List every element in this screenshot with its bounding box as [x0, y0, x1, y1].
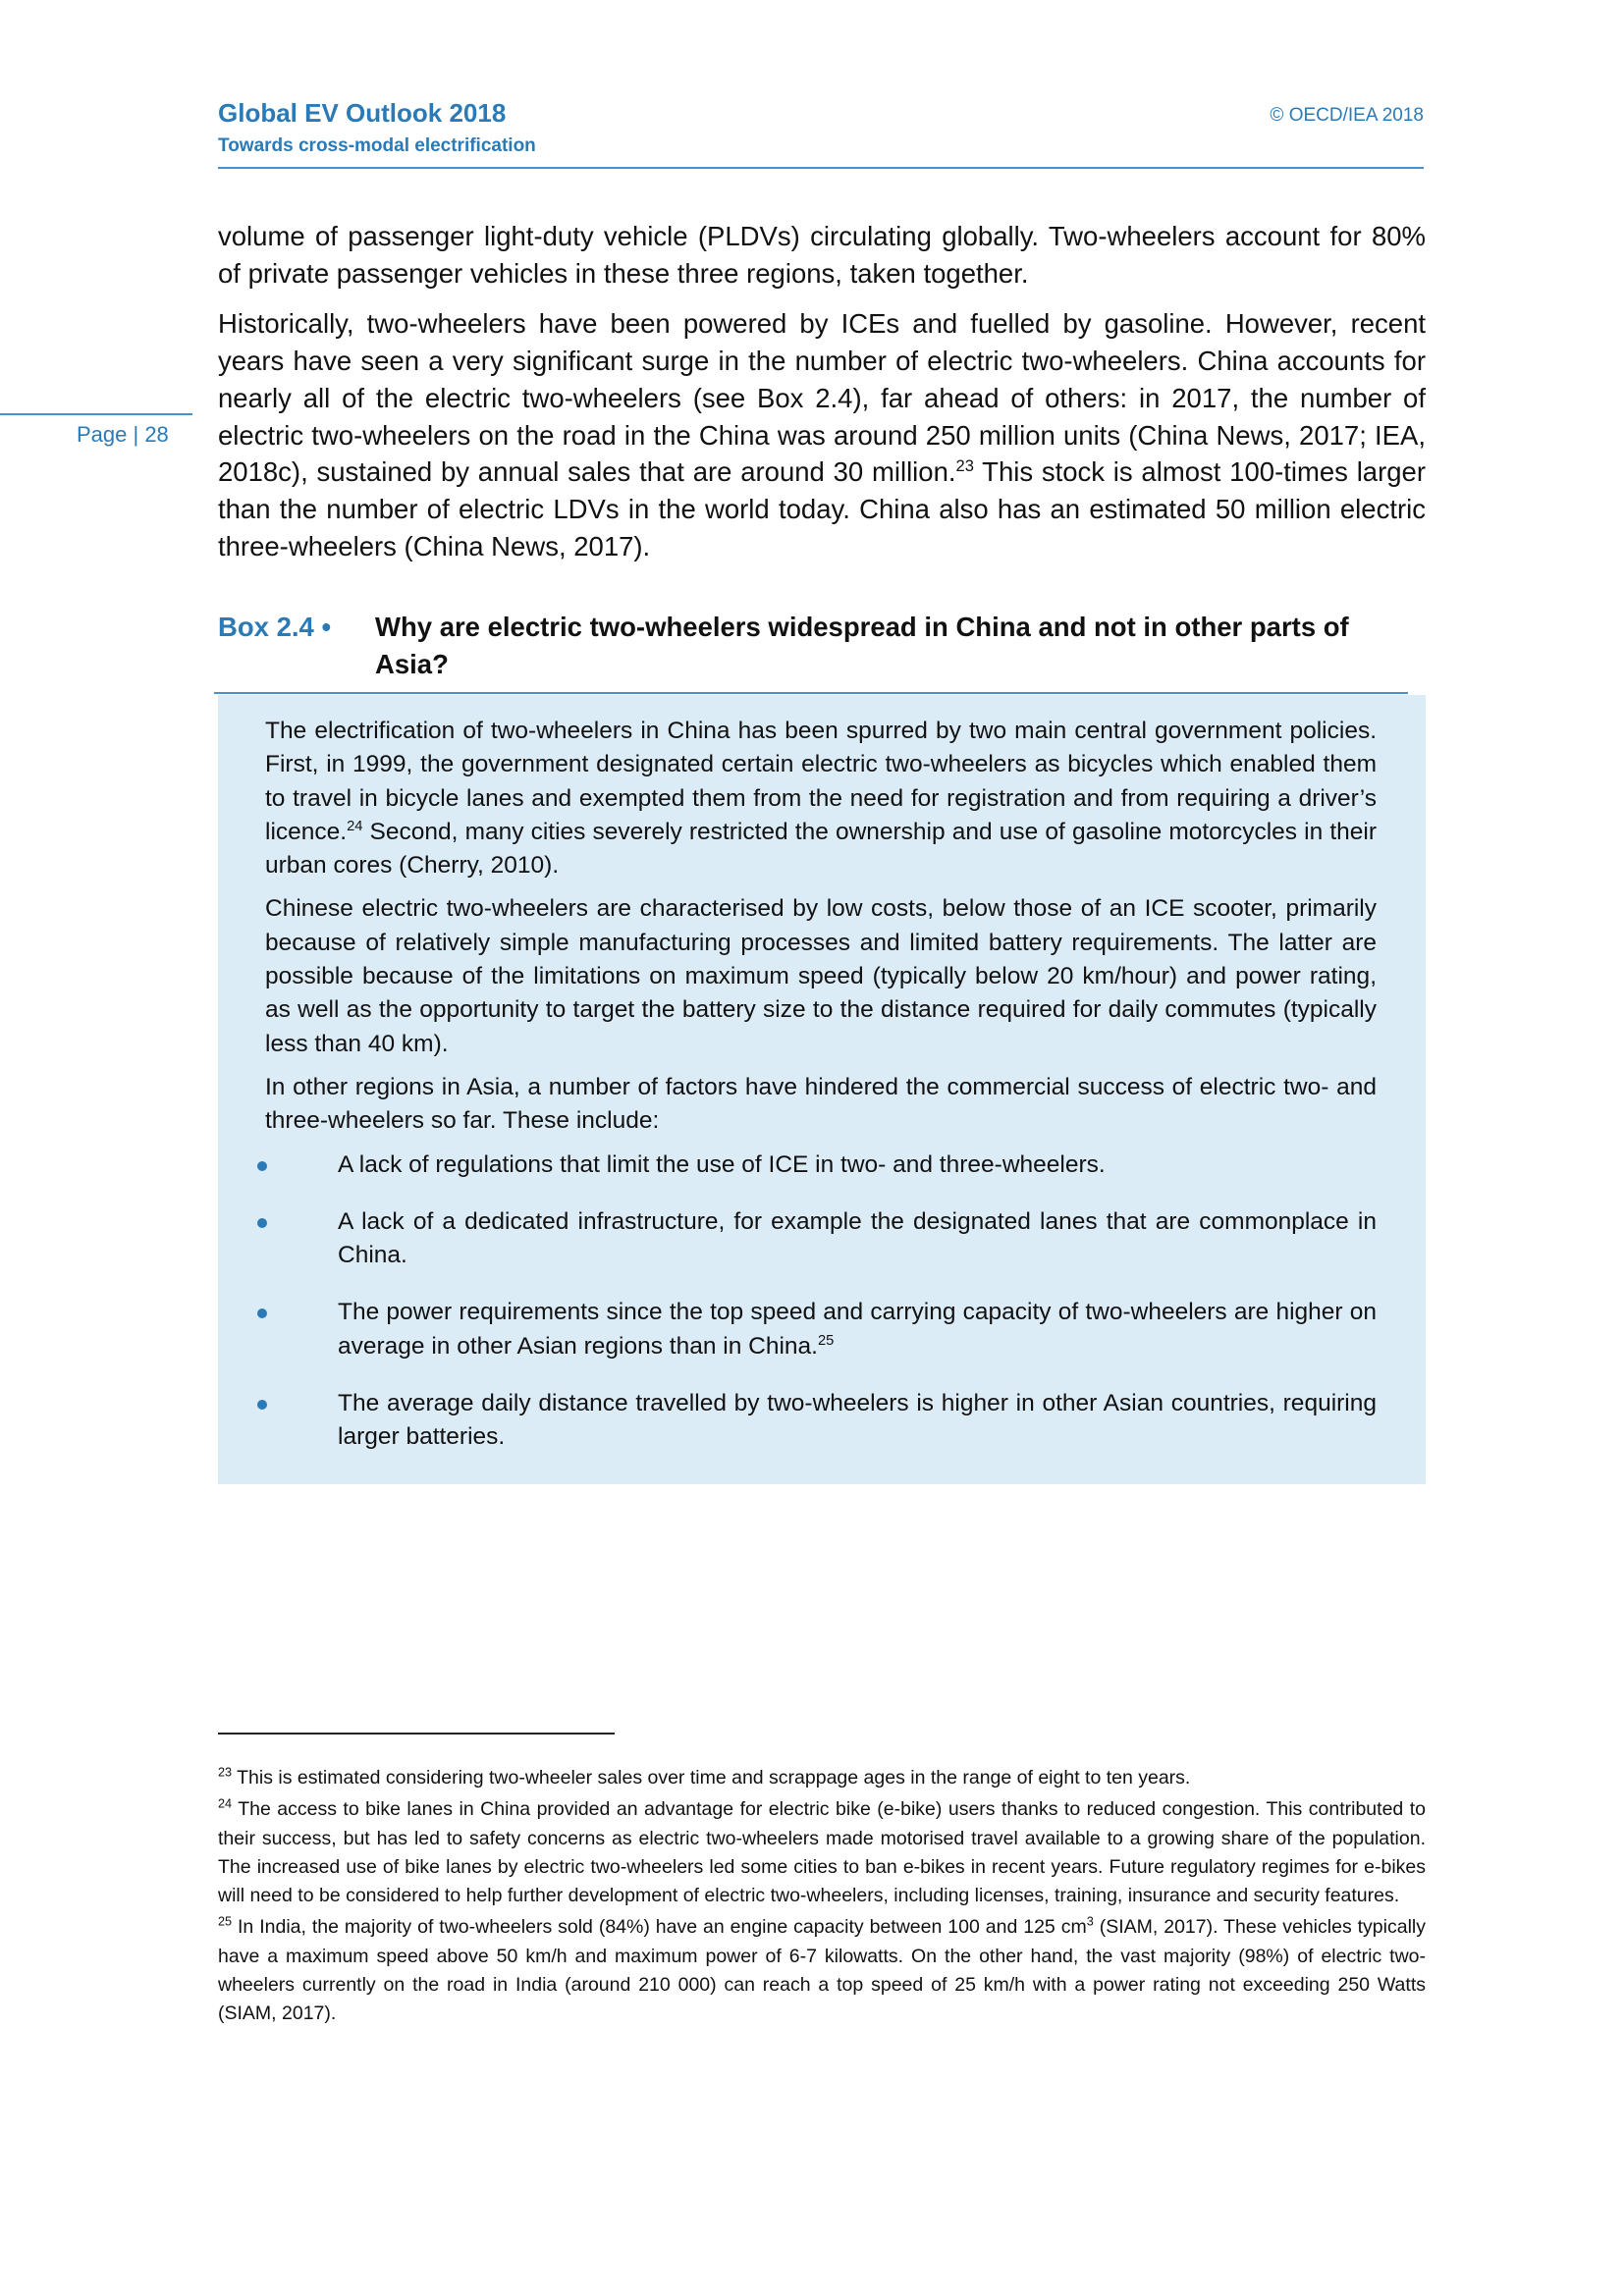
footnote-number: 23 [218, 1765, 233, 1780]
footnotes [218, 1764, 1426, 2032]
footnote: $^{24}$ The access to bike lanes in China provided an advantage for electric bike (e-bike) users thanks to reduced congestion. This contributed to their success, but has led to safety concerns as electric two-wheelers made motorised travel available to a growing share of the population. The increased use of bike lanes by electric two-wheelers led some cities to ban e-bikes in recent years. Future regulatory regimes for e-bikes will need to be considered to help further development of electric two-wheelers, including licenses, training, insurance and security features. [218, 1796, 1426, 1907]
body-text [218, 218, 1426, 578]
bullet-icon [257, 1161, 267, 1171]
footnote-number: 24 [218, 1796, 233, 1811]
info-box [218, 695, 1426, 1484]
bullet-item: A lack of regulations that limit the use of ICE in two- and three-wheelers. [265, 1148, 1377, 1182]
chapter-subtitle: Towards cross-modal electrification [218, 135, 536, 156]
bullet-item: A lack of a dedicated infrastructure, for example the designated lanes that are commonplace in China. [265, 1205, 1377, 1273]
page-number: Page | 28 [77, 422, 169, 447]
footnote: $^{23}$ This is estimated considering two-wheeler sales over time and scrappage ages in the range of eight to ten years. [218, 1765, 1191, 1789]
page-number-divider [0, 413, 192, 415]
paragraph: Historically, two-wheelers have been powered by ICEs and fuelled by gasoline. However, recent years have seen a very significant surge in the number of electric two-wheelers. China accounts for nearly all of the electric two-wheelers (see Box 2.4), far ahead of others: in 2017, the number of electric two-wheelers on the road in the China was around 250 million units (China News, 2017; IEA, 2018c), sustained by annual sales that are around 30 million.$^{23}$ This stock is almost 100-times larger than the number of electric LDVs in the world today. China also has an estimated 50 million electric three-wheelers (China News, 2017). [218, 308, 1426, 561]
footnote: $^{25}$ In India, the majority of two-wheelers sold (84%) have an engine capacity between 100 and 125 $cm^3$ (SIAM, 2017). These vehicles typically have a maximum speed above 50 km/h and maximum power of 6-7 kilowatts. On the other hand, the vast majority (98%) of electric two-wheelers currently on the road in India (around 210 000) can reach a top speed of 25 km/h with a power rating not exceeding 250 Watts (SIAM, 2017). [218, 1914, 1426, 2025]
bullet-item: The average daily distance travelled by two-wheelers is higher in other Asian countries, requiring larger batteries. [265, 1387, 1377, 1455]
paragraph: volume of passenger light-duty vehicle (PLDVs) circulating globally. Two-wheelers account for 80% of private passenger vehicles in these three regions, taken together. [218, 221, 1426, 289]
footnote-ref: 23 [955, 457, 974, 476]
bullet-icon [257, 1308, 267, 1318]
footnote-ref: 24 [347, 818, 363, 834]
header-divider [218, 167, 1424, 169]
bullet-icon [257, 1218, 267, 1228]
info-box-content [265, 715, 1377, 1478]
footnote-ref: 25 [817, 1332, 835, 1349]
bullet-icon [257, 1400, 267, 1410]
box-label: Box 2.4 • [218, 612, 332, 642]
box-title: Why are electric two-wheelers widespread in China and not in other parts of Asia? [375, 612, 1349, 679]
box-paragraph: Chinese electric two-wheelers are characterised by low costs, below those of an ICE scooter, primarily because of relatively simple manufacturing processes and limited battery requirements. The latter are possible because of the limitations on maximum speed (typically below 20 km/hour) and power rating, as well as the opportunity to target the battery size to the distance required for daily commutes (typically less than 40 km). [265, 895, 1377, 1057]
box-heading [218, 609, 1426, 679]
footnote-divider [218, 1733, 615, 1735]
bullet-item: The power requirements since the top speed and carrying capacity of two-wheelers are higher on average in other Asian regions than in China.$^{25}$ [265, 1296, 1377, 1363]
report-title: Global EV Outlook 2018 [218, 98, 507, 128]
box-divider [214, 692, 1408, 694]
box-paragraph: In other regions in Asia, a number of factors have hindered the commercial success of electric two- and three-wheelers so far. These include: [265, 1073, 1377, 1135]
box-paragraph: The electrification of two-wheelers in China has been spurred by two main central government policies. First, in 1999, the government designated certain electric two-wheelers as bicycles which enabled them to travel in bicycle lanes and exempted them from the need for registration and from requiring a driver’s licence.$^{24}$ Second, many cities severely restricted the ownership and use of gasoline motorcycles in their urban cores (Cherry, 2010). [265, 718, 1377, 880]
copyright-notice: © OECD/IEA 2018 [1270, 105, 1424, 126]
footnote-number: 25 [218, 1914, 233, 1929]
